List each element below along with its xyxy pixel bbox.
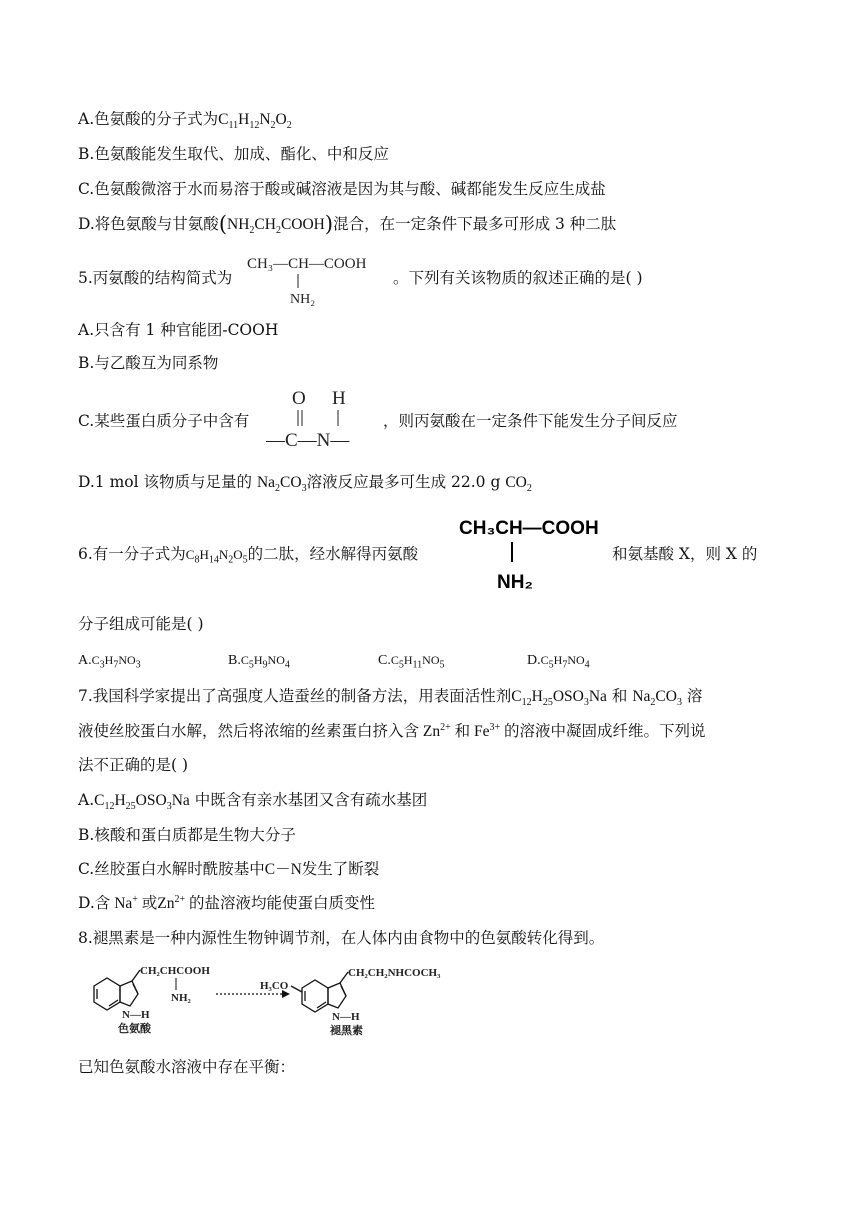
q6-stem-line1: 6.有一分子式为$C_8H_{14}N_2O_5$的二肽，经水解得丙氨酸 [78,545,419,566]
q5-stem-prefix: 5.丙氨酸的结构简式为 [78,269,233,287]
svg-text:N—H: N—H [122,1009,150,1021]
q5-option-c-prefix: C.某些蛋白质分子中含有 [78,412,250,430]
q7-stem-line2: 液使丝胶蛋白水解，然后将浓缩的丝素蛋白挤入含 $Zn^{2+}$ 和 $Fe^{3+}$ 的溶液中凝固成纤维。下列说 [78,721,706,740]
melatonin-indole-ring [291,972,348,1012]
q8-stem: 8.褪黑素是一种内源性生物钟调节剂，在人体内由食物中的色氨酸转化得到。 [78,929,605,947]
svg-text:N—H: N—H [332,1011,360,1023]
tryptophan-indole-ring [94,970,140,1010]
tryptophan-to-melatonin-figure [88,962,488,1036]
iron-ion: $Fe^{3+}$ [470,721,501,740]
svg-text:CH₃—CH—COOH: CH₃—CH—COOH [247,256,367,272]
zinc-ion-d: $Zn^{2+}$ [157,893,186,912]
q6-option-c: $C.C_5H_{11}NO_5$ [378,653,445,671]
q5-option-c-suffix: ，则丙氨酸在一定条件下能发生分子间反应 [383,412,678,430]
na2co3-formula: $Na_2CO_3$ [256,474,307,495]
q4-option-b: B.色氨酸能发生取代、加成、酯化、中和反应 [78,145,389,163]
q5-option-d: D.1 mol 该物质与足量的 $Na_2CO_3$溶液反应最多可生成 22.0 g $CO_2$ [78,473,532,495]
glycine-formula: $NH_2CH_2COOH$ [227,216,325,237]
svg-text:色氨酸: 色氨酸 [118,1023,151,1035]
alanine-structure [245,250,395,308]
svg-text:CH₂CHCOOH: CH₂CHCOOH [140,965,210,977]
surfactant-formula-a: $C_{12}H_{25}OSO_3Na$ [94,792,190,813]
q6-option-d: $D.C_5H_7NO_4$ [527,653,590,671]
svg-text:NH₂: NH₂ [290,292,316,307]
amide-bond-structure [266,386,378,452]
svg-text:CH₂CH₂NHCOCH₃: CH₂CH₂NHCOCH₃ [348,967,441,979]
svg-text:O: O [292,388,306,409]
q7-option-c: C.丝胶蛋白水解时酰胺基中C－N发生了断裂 [78,860,380,878]
q6-stem-line2: 分子组成可能是( ) [78,615,204,633]
svg-text:H: H [332,388,346,409]
svg-text:NH₂: NH₂ [497,572,533,593]
surfactant-formula: $C_{12}H_{25}OSO_3Na$ [511,688,607,709]
q7-stem-line1: 7.我国科学家提出了高强度人造蚕丝的制备方法，用表面活性剂$C_{12}H_{25}OSO_3Na$ 和 $Na_2CO_3$ 溶 [78,687,703,709]
svg-text:CH₃CH—COOH: CH₃CH—COOH [459,518,599,539]
q8-equilibrium-intro: 已知色氨酸水溶液中存在平衡： [78,1058,296,1076]
alanine-structure-bold [457,510,617,596]
svg-text:H₃CO: H₃CO [260,980,289,992]
cn-bond: C－N [264,861,302,878]
q6-option-b: $B.C_5H_9NO_4$ [228,653,290,671]
q4-option-a-formula: $C_{11}H_{12}N_2O_2$ [218,111,292,132]
q5-stem-suffix: 。下列有关该物质的叙述正确的是( ) [393,269,643,287]
na2co3-formula-q7: $Na_2CO_3$ [632,688,682,709]
q6-stem-suffix: 和氨基酸 X，则 X 的 [612,545,758,563]
q4-option-d: D.将色氨酸与甘氨酸$(NH_2CH_2COOH)$混合，在一定条件下最多可形成 3 种二肽 [78,212,617,237]
co2-formula: $CO_2$ [505,474,532,495]
q6-option-a: $A.C_3H_7NO_3$ [78,653,141,671]
q4-option-a [78,108,292,131]
svg-text:NH₂: NH₂ [171,992,191,1004]
q5-option-a: A.只含有 1 种官能团-COOH [78,321,279,339]
q7-stem-line3: 法不正确的是( ) [78,756,189,774]
svg-text:—C—N—: —C—N— [266,430,350,451]
sodium-ion: Na+ [110,893,138,912]
q7-option-a: $A.C_{12}H_{25}OSO_3Na$ 中既含有亲水基团又含有疏水基团 [78,791,428,813]
q7-option-d: D.含 Na+ 或$Zn^{2+}$ 的盐溶液均能使蛋白质变性 [78,893,376,912]
q5-option-b: B.与乙酸互为同系物 [78,354,219,372]
q7-option-b: B.核酸和蛋白质都是生物大分子 [78,826,296,844]
zinc-ion: $Zn^{2+}$ [419,721,451,740]
q4-option-a-text: A.色氨酸的分子式为 [78,110,219,128]
svg-text:褪黑素: 褪黑素 [330,1025,363,1036]
q4-option-c: C.色氨酸微溶于水而易溶于酸或碱溶液是因为其与酸、碱都能发生反应生成盐 [78,180,606,198]
dipeptide-formula: $C_8H_{14}N_2O_5$ [185,547,248,566]
